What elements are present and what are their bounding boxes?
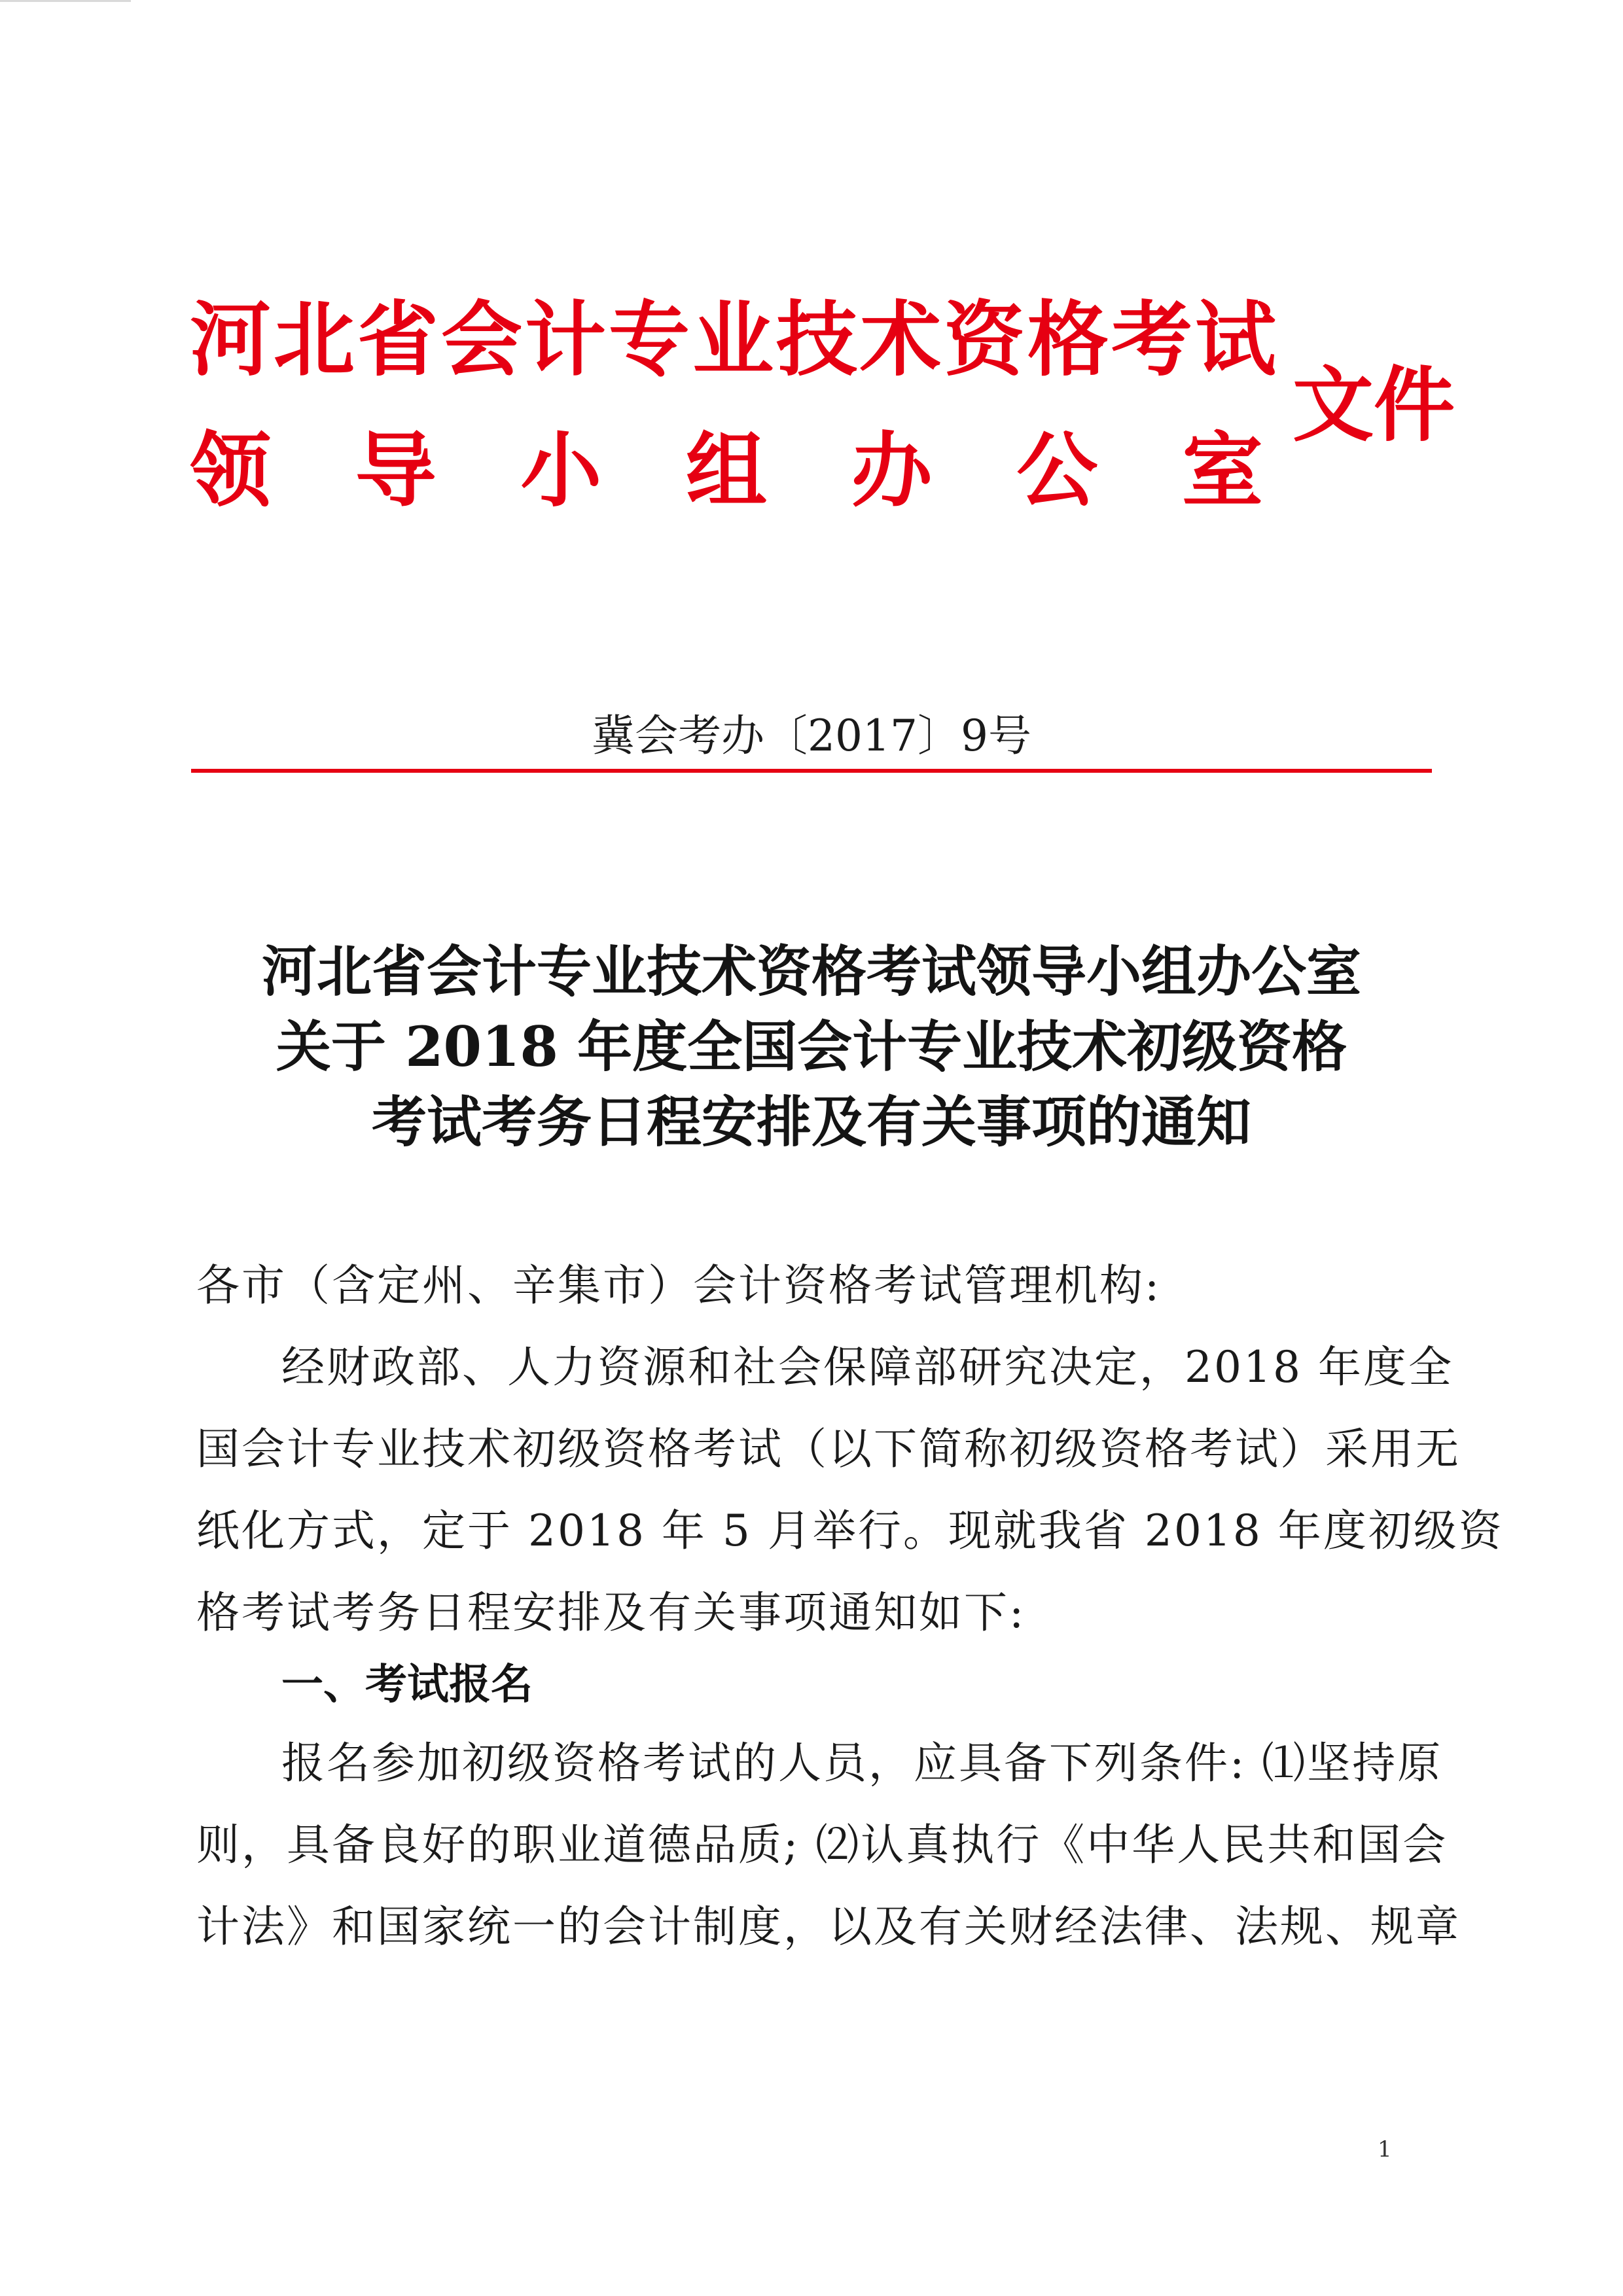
- paragraph2-line: 则，具备良好的职业道德品质; ⑵认真执行《中华人民共和国会: [196, 1820, 1448, 1870]
- paragraph2-line: 报名参加初级资格考试的人员，应具备下列条件: ⑴坚持原: [281, 1738, 1443, 1788]
- document-number: 冀会考办〔2017〕9号: [592, 711, 1031, 761]
- red-divider: [191, 769, 1432, 773]
- scan-edge-mark: [0, 0, 131, 2]
- letterhead-char: 办: [851, 423, 933, 518]
- title-line-2: 关于 2018 年度全国会计专业技术初级资格: [276, 1014, 1347, 1079]
- title-line-3: 考试考务日程安排及有关事项的通知: [371, 1089, 1251, 1154]
- paragraph1-line: 纸化方式，定于 2018 年 5 月举行。现就我省 2018 年度初级资: [196, 1506, 1504, 1556]
- letterhead-char: 室: [1181, 423, 1263, 518]
- letterhead-char: 小: [520, 423, 602, 518]
- letterhead-char: 领: [190, 423, 272, 518]
- section-heading: 一、考试报名: [281, 1661, 533, 1709]
- paragraph1-line: 国会计专业技术初级资格考试（以下简称初级资格考试）采用无: [196, 1424, 1461, 1474]
- paragraph1-line: 经财政部、人力资源和社会保障部研究决定，2018 年度全: [281, 1342, 1454, 1392]
- title-line-1: 河北省会计专业技术资格考试领导小组办公室: [261, 939, 1361, 1004]
- letterhead-line2: [190, 419, 1263, 523]
- letterhead-char: 导: [355, 423, 437, 518]
- addressee: 各市（含定州、辛集市）会计资格考试管理机构:: [196, 1260, 1162, 1311]
- paragraph1-line: 格考试考务日程安排及有关事项通知如下:: [196, 1587, 1026, 1638]
- letterhead-suffix: 文件: [1293, 358, 1455, 453]
- letterhead-char: 公: [1016, 423, 1098, 518]
- letterhead-line1: 河北省会计专业技术资格考试: [190, 292, 1279, 387]
- letterhead-char: 组: [685, 423, 767, 518]
- page-number: 1: [1378, 2136, 1392, 2163]
- paragraph2-line: 计法》和国家统一的会计制度，以及有关财经法律、法规、规章: [196, 1901, 1461, 1952]
